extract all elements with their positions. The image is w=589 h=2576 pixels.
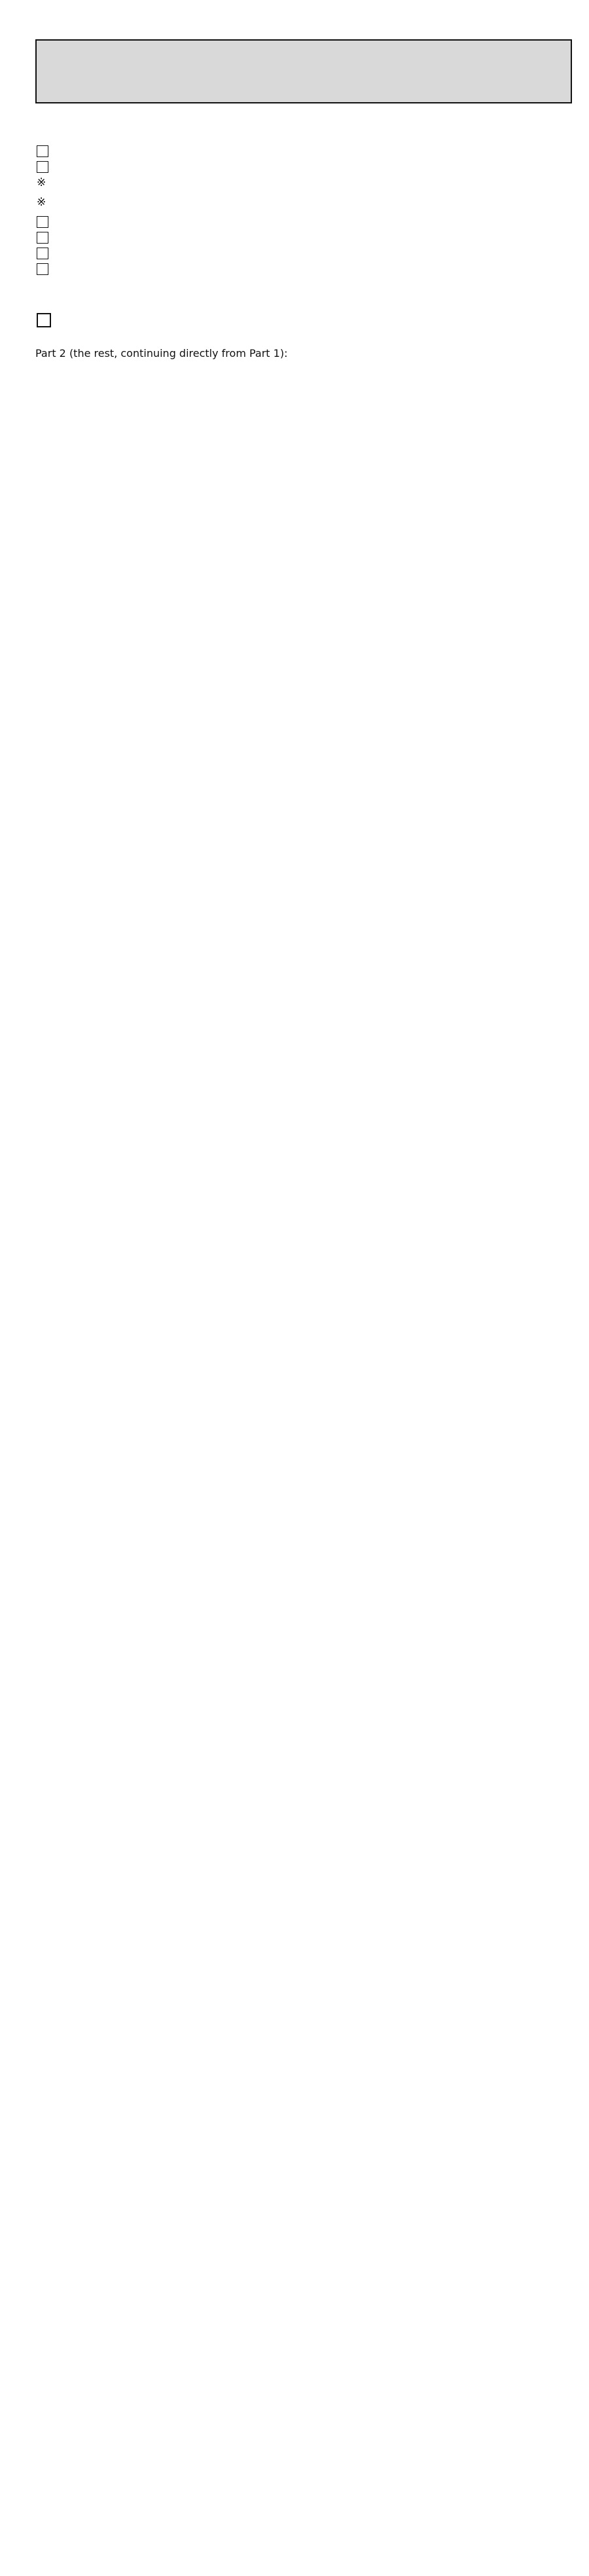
list-item xyxy=(35,228,552,244)
list-item xyxy=(35,141,552,157)
checkbox-icon xyxy=(37,248,48,259)
note-item xyxy=(35,173,552,193)
work-conditions xyxy=(35,141,552,275)
checkbox-icon xyxy=(37,232,48,244)
qualification-item xyxy=(35,308,552,347)
list-item xyxy=(35,244,552,259)
note-mark-icon: ※ xyxy=(37,196,46,209)
title-box xyxy=(35,39,572,103)
list-item xyxy=(35,212,552,228)
list-item xyxy=(35,259,552,275)
checkbox-icon xyxy=(37,216,48,228)
notice-page: ※ ※ Part 2 (the rest, continuing directly from Part 1): xyxy=(0,0,589,2576)
checkbox-icon xyxy=(37,263,48,275)
checkbox-icon xyxy=(37,145,48,157)
note-item xyxy=(35,193,552,212)
checkbox-icon xyxy=(37,161,48,173)
checkbox-icon xyxy=(37,313,51,327)
note-mark-icon: ※ xyxy=(37,176,46,189)
list-item xyxy=(35,157,552,173)
